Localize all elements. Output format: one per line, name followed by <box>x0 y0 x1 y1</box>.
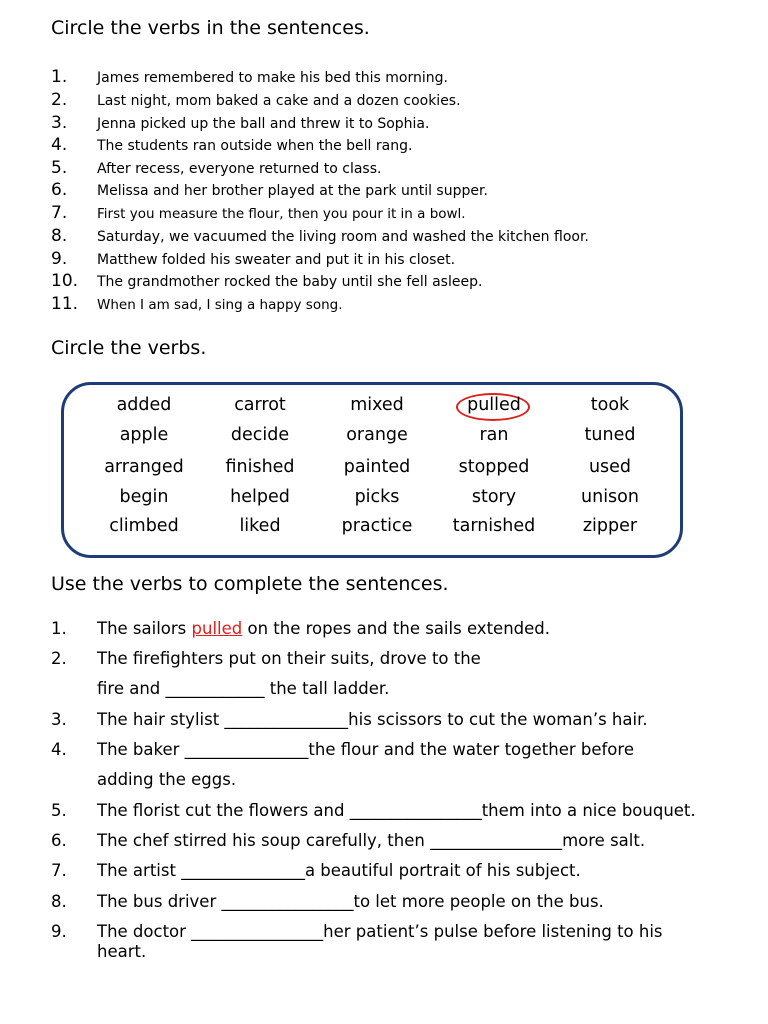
item-text: The chef stirred his soup carefully, then ________________more salt. <box>97 831 646 850</box>
word-item[interactable]: orange <box>346 425 408 445</box>
item-number: 7. <box>51 861 67 880</box>
word-item-circled[interactable]: pulled <box>467 395 521 415</box>
item-number: 3. <box>51 113 68 133</box>
item-text: When I am sad, I sing a happy song. <box>97 297 343 313</box>
item-text: The baker _______________the flour and the water together before <box>97 740 634 759</box>
list-item <box>51 158 751 180</box>
word-item[interactable]: apple <box>119 425 169 445</box>
item-text: First you measure the flour, then you pour it in a bowl. <box>97 206 466 222</box>
list-item <box>51 271 751 293</box>
item-number: 3. <box>51 710 67 729</box>
list-item <box>51 90 751 112</box>
word-item[interactable]: used <box>588 457 632 477</box>
item-text: adding the eggs. <box>97 770 237 789</box>
item-number: 8. <box>51 892 67 911</box>
item-number: 2. <box>51 649 67 668</box>
item-number: 8. <box>51 226 68 246</box>
item-number: 11. <box>51 294 79 314</box>
filled-answer: pulled <box>191 619 243 638</box>
item-text-after: on the ropes and the sails extended. <box>242 619 550 638</box>
item-text: The firefighters put on their suits, drove to the <box>97 649 481 668</box>
word-item[interactable]: took <box>590 395 630 415</box>
section3-heading: Use the verbs to complete the sentences. <box>51 573 449 595</box>
item-text: Jenna picked up the ball and threw it to Sophia. <box>97 116 430 132</box>
word-item[interactable]: picks <box>354 487 400 507</box>
word-item[interactable]: tuned <box>584 425 636 445</box>
item-number: 1. <box>51 67 68 87</box>
list-item <box>51 135 751 157</box>
item-text: The hair stylist _______________his scissors to cut the woman’s hair. <box>97 710 648 729</box>
word-item[interactable]: decide <box>230 425 290 445</box>
word-item[interactable]: stopped <box>458 457 530 477</box>
word-item[interactable]: climbed <box>109 516 179 536</box>
item-text: fire and ____________ the tall ladder. <box>97 679 390 698</box>
list-item <box>51 113 751 135</box>
word-item[interactable]: mixed <box>350 395 404 415</box>
section1-heading: Circle the verbs in the sentences. <box>51 17 370 39</box>
list-item <box>51 226 751 248</box>
item-text: The florist cut the flowers and ________________them into a nice bouquet. <box>97 801 696 820</box>
item-text: The doctor ________________her patient’s pulse before listening to his <box>97 922 663 941</box>
item-number: 6. <box>51 831 67 850</box>
item-number: 5. <box>51 801 67 820</box>
item-text: Saturday, we vacuumed the living room and washed the kitchen floor. <box>97 229 589 245</box>
list-item <box>51 294 751 316</box>
item-number: 9. <box>51 922 67 941</box>
item-text: heart. <box>97 942 147 961</box>
item-text: Last night, mom baked a cake and a dozen cookies. <box>97 93 461 109</box>
list-item <box>51 249 751 271</box>
list-item <box>51 203 751 225</box>
word-item[interactable]: finished <box>225 457 295 477</box>
item-number: 4. <box>51 740 67 759</box>
item-number: 1. <box>51 619 67 638</box>
word-item[interactable]: tarnished <box>452 516 536 536</box>
word-item[interactable]: story <box>471 487 517 507</box>
item-number: 2. <box>51 90 68 110</box>
item-number: 9. <box>51 249 68 269</box>
word-item[interactable]: unison <box>581 487 639 507</box>
section2-heading: Circle the verbs. <box>51 337 207 359</box>
item-text: The grandmother rocked the baby until she fell asleep. <box>97 274 483 290</box>
item-number: 5. <box>51 158 68 178</box>
word-item[interactable]: liked <box>239 516 281 536</box>
word-item[interactable]: begin <box>119 487 169 507</box>
item-number: 4. <box>51 135 68 155</box>
item-text: Melissa and her brother played at the park until supper. <box>97 183 488 199</box>
word-item[interactable]: helped <box>230 487 290 507</box>
word-item[interactable]: practice <box>341 516 413 536</box>
word-item[interactable]: zipper <box>582 516 638 536</box>
item-number: 7. <box>51 203 68 223</box>
item-number: 10. <box>51 271 79 291</box>
list-item <box>51 180 751 202</box>
word-item[interactable]: arranged <box>104 457 184 477</box>
word-item[interactable]: ran <box>479 425 509 445</box>
list-item <box>51 67 751 89</box>
item-text <box>97 619 550 639</box>
item-text: The students ran outside when the bell rang. <box>97 138 413 154</box>
item-text: After recess, everyone returned to class. <box>97 161 382 177</box>
word-item[interactable]: added <box>116 395 172 415</box>
word-item[interactable]: carrot <box>234 395 286 415</box>
item-text: James remembered to make his bed this morning. <box>97 70 448 86</box>
item-text: Matthew folded his sweater and put it in his closet. <box>97 252 456 268</box>
item-text: The bus driver ________________to let more people on the bus. <box>97 892 604 911</box>
item-text: The artist _______________a beautiful portrait of his subject. <box>97 861 581 880</box>
item-number: 6. <box>51 180 68 200</box>
word-item[interactable]: painted <box>343 457 411 477</box>
item-text-before: The sailors <box>97 619 192 638</box>
